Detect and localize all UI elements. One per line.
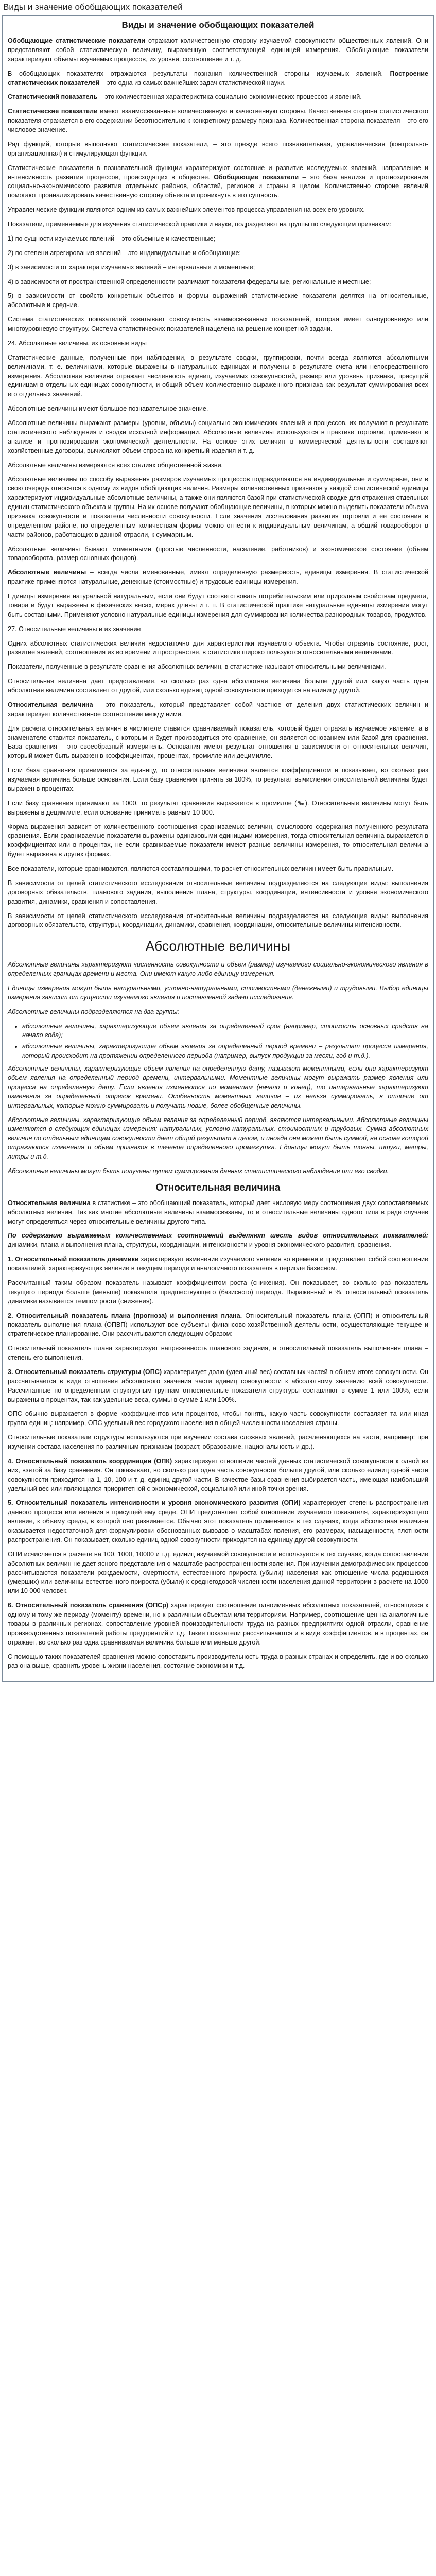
- paragraph: Абсолютные величины по способу выражения размеров изучаемых процессов подразделяются на индивидуальные и суммарные, они в свою очередь относятся к одному из видов обобщающих величин. Размеры количественных признаков у каждой статистической единицы характеризуют индивидуальные абсолютные величины, а также они являются базой при статистической сводке для отражения отдельных единиц статистического объекта и группы. На их основе получают обобщающие величины, в которых можно выделить показатели объема признака совокупности и показатели численности совокупности. Если значения исследования развития торговли и ее состояния в определенном районе, по определенным количествам формы можно отнести к индивидуальным величинам, а общий товарооборот в части районов, работающих в данной отрасли, к суммарным.: [8, 476, 428, 538]
- paragraph: Показатели, применяемые для изучения статистической практики и науки, подразделяют на группы по следующим признакам:: [8, 221, 392, 228]
- paragraph: Абсолютные величины подразделяются на два группы:: [8, 1008, 180, 1015]
- paragraph: Для расчета относительных величин в числителе ставится сравниваемый показатель, который будет отражать изучаемое явление, а в знаменателе ставится показатель, с которым и будет производиться это сравнение, он является основанием или базой для сравнения. База сравнения – это своеобразный измеритель. Основания имеют результат отношения в зависимости от относительных величин, который может быть выражен в коэффициентах, процентах, промилле или децимилле.: [8, 724, 428, 760]
- paragraph: Все показатели, которые сравниваются, являются составляющими, то расчет относительных величин имеет быть правильным.: [8, 865, 394, 872]
- article-frame: [2, 15, 434, 1682]
- paragraph: Одних абсолютных статистических величин недостаточно для характеристики изучаемого объекта. Чтобы отразить состояние, рост, развитие явлений, соотношения их во времени и пространстве, в статистике широко пользуются относительными величинами.: [8, 639, 428, 656]
- window-title: Виды и значение обобщающих показателей: [3, 2, 183, 12]
- paragraph: 6. Относительный показатель сравнения (ОПСр) характеризует соотношение одноименных абсолютных показателей, относящихся к одному и тому же периоду (моменту) времени, но к различным объектам или территориям. Например, соотношение цен на аналогичные товары в различных регионах, сопоставление уровней производительности труда на разных предприятиях одной отрасли, сравнение производственных показателей работы предприятий и т.д. Такие показатели рассчитываются и в виде коэффициентов, и в процентах, он отражает, во сколько раз одна сравниваемая величина больше или меньше другой.: [8, 1602, 429, 1646]
- paragraph: 4) в зависимости от пространственной определенности различают показатели федеральные, региональные и местные;: [8, 278, 371, 285]
- paragraph: Единицы измерения могут быть натуральными, условно-натуральными, стоимостными (денежными) и трудовыми. Выбор единицы измерения зависит от сущности изучаемого явления и поставленной задачи исследования.: [8, 985, 428, 1001]
- paragraph: ОПС обычно выражается в форме коэффициентов или процентов, чтобы понять, какую часть совокупности составляет та или иная группа единиц: например, ОПС удельный вес городского населения в общей численности населения страны.: [8, 1410, 428, 1427]
- paragraph: 3) в зависимости от характера изучаемых явлений – интервальные и моментные;: [8, 263, 255, 271]
- paragraph: Абсолютные величины характеризуют численность совокупности и объем (размер) изучаемого социально-экономического явления в определенных границах времени и места. Они имеют какую-либо единицу измерения.: [8, 961, 428, 978]
- section-title-absolute: Абсолютные величины: [145, 938, 291, 954]
- paragraph: В зависимости от целей статистического исследования относительные величины подразделяются на следующие виды: выполнения договорных обязательств, планового задания, выполнения плана, структуры, координации, интенсивности и уровня экономического развития, динамики, сравнения и сопоставления.: [8, 879, 428, 905]
- paragraph: Ряд функций, которые выполняют статистические показатели, – это прежде всего познавательная, управленческая (контрольно-организационная) и стимулирующая функции.: [8, 140, 428, 157]
- section-title-relative: Относительная величина: [155, 1182, 281, 1193]
- paragraph: Обобщающие статистические показатели отражают количественную сторону изучаемой совокупности общественных явлений. Они представляют собой статистическую величину, выраженную соответствующей единицей измерения. Обобщающие показатели характеризуют объемы изучаемых процессов, их уровни, соотношение и т. д.: [8, 37, 428, 63]
- list-item: • абсолютные величины, характеризующие объем явления за определенный срок (например, стоимость основных средств на начало года);: [22, 1022, 428, 1040]
- bullet-list: [8, 1022, 428, 1061]
- paragraph: 2. Относительный показатель плана (прогноза) и выполнения плана. Относительный показатель плана (ОПП) и относительный показатель выполнения плана (ОПВП) используют все субъекты финансово-хозяйственной деятельности, осуществляющие текущее и стратегическое планирование. Они рассчитываются следующим образом:: [8, 1312, 428, 1338]
- paragraph: Форма выражения зависит от количественного соотношения сравниваемых величин, смыслового содержания полученного результата сравнения. Если сравниваемые показатели выражены одинаковыми единицами измерения, тогда относительная величина выражается в коэффициентах или в процентах, не если сравниваемые показатели имеют разные величины измерения, то относительная величина будет выражена в других формах.: [8, 823, 428, 858]
- paragraph: 5. Относительный показатель интенсивности и уровня экономического развития (ОПИ) характеризует степень распространения данного процесса или явления в присущей ему среде. ОПИ представляет собой отношение изучаемого показателя, характеризующего явление, к объему среды, в которой оно развивается. Обычно этот показатель применяется в тех случаях, когда абсолютная величина оказывается недостаточной для формулировки обоснованных выводов о масштабах явления, его размерах, насыщенности, плотности распространения. Он показывает, сколько единиц одной совокупности приходится на единицу другой совокупности.: [8, 1499, 428, 1544]
- paragraph: Абсолютные величины – всегда числа именованные, имеют определенную размерность, единицы измерения. В статистической практике применяются натуральные, денежные (стоимостные) и трудовые единицы измерения.: [8, 569, 428, 586]
- page-heading: Виды и значение обобщающих показателей: [121, 20, 315, 30]
- paragraph: В зависимости от целей статистического исследования относительные величины подразделяются на следующие виды: выполнения договорных обязательств, структуры, координации, динамики, сравнения, координации, относительные величины интенсивности.: [8, 912, 428, 929]
- paragraph: 24. Абсолютные величины, их основные виды: [8, 339, 147, 347]
- paragraph: Статистический показатель – это количественная характеристика социально-экономических процессов и явлений.: [8, 93, 362, 101]
- paragraph: Если база сравнения принимается за единицу, то относительная величина является коэффициентом и показывает, во сколько раз изучаемая величина больше основания. Если базу сравнения принять за 100%, то результат вычисления относительной величины будет выражен в процентах.: [8, 767, 428, 792]
- paragraph: 3. Относительный показатель структуры (ОПС) характеризует долю (удельный вес) составных частей в общем итоге совокупности. Он рассчитывается в виде отношения абсолютного значения части единиц совокупности к абсолютному значению всей совокупности. Рассчитанные по определенным структурным группам относительные показатели структуры составляют в сумме 1 или 100%, если выражены в процентах, так как удельные веса, суммы в сумме 1 или 100%.: [8, 1368, 428, 1403]
- paragraph: В обобщающих показателях отражаются результаты познания количественной стороны изучаемых явлений. Построение статистических показателей – это одна из самых важнейших задач статистической науки.: [8, 70, 429, 87]
- paragraph: Относительная величина в статистике – это обобщающий показатель, который дает числовую меру соотношения двух сопоставляемых абсолютных величин. Так как многие абсолютные величины взаимосвязаны, то и относительные величины одного типа в ряде случаев могут определяться через относительные величины другого типа.: [8, 1199, 428, 1225]
- paragraph: Абсолютные величины, характеризующие объем явления за определенный период, являются интервальными. Абсолютные величины изменяются в следующих единицах измерения: натуральных, условно-натуральных, стоимостных и трудовых. Сумма абсолютных величин по отдельным единицам совокупности дает общий результат в целом, и иногда она может быть суммой, на основе которой отражаются изменения и объем признаков в течение определенного промежутка. Единицы могут быть тонны, штуки, метры, литры и т.д.: [8, 1116, 428, 1160]
- list-item: • абсолютные величины, характеризующие объем явления за определенный период времени – результат процесса измерения, который происходит на протяжении определенного периода (например, выпуск продукции за месяц, год и т.д.).: [22, 1042, 428, 1060]
- paragraph: По содержанию выражаемых количественных соотношений выделяют шесть видов относительных показателей: динамики, плана и выполнения плана, структуры, координации, интенсивности и уровня экономического развития, сравнения.: [8, 1232, 428, 1249]
- paragraph: Абсолютные величины, характеризующие объем явления на определенную дату, называют моментными, если они характеризуют объем явления на определенный период времени, интервальными. Моментные величины могут выражать размер явления или процесса на определенную дату. Если явления изменяются по моментам (начало и конец), то интервальные характеризуют изменения за определенный отрезок времени. Особенность моментных величин – их нельзя суммировать, в отличие от интервальных, которые можно суммировать и получать новые, более обобщенные величины.: [8, 1065, 428, 1109]
- paragraph: 2) по степени агрегирования явлений – это индивидуальные и обобщающие;: [8, 249, 241, 257]
- paragraph: Рассчитанный таким образом показатель называют коэффициентом роста (снижения). Он показывает, во сколько раз показатель текущего периода больше (меньше) показателя предшествующего (базисного) периода. Выраженный в %, относительный показатель динамики называется темпом роста (снижения).: [8, 1279, 428, 1305]
- paragraph: Относительный показатель плана характеризует напряженность планового задания, а относительный показатель выполнения плана – степень его выполнения.: [8, 1345, 428, 1361]
- paragraph: Абсолютные величины выражают размеры (уровни, объемы) социально-экономических явлений и процессов, их получают в результате статистического наблюдения и сводки исходной информации. Абсолютные величины используются в практике торговли, применяют в анализе и прогнозировании экономической деятельности. На основе этих величин в коммерческой деятельности составляют хозяйственные договоры, вычисляют объем спроса на конкретный изделия и т. д.: [8, 419, 428, 454]
- paragraph: Показатели, полученные в результате сравнения абсолютных величин, в статистике называют относительными величинами.: [8, 663, 386, 671]
- paragraph: Единицы измерения натуральной натуральным, если они будут соответствовать потребительским или природным свойствам предмета, товара и будут выражены в физических весах, мерах длины и т. п. В статистической практике натуральные единицы измерения могут быть составными. Применяют условно натуральные единицы измерения для суммирования количества разнородных товаров, продуктов.: [8, 592, 428, 618]
- paragraph: Статистические данные, полученные при наблюдении, в результате сводки, группировки, почти всегда являются абсолютными величинами, т. е. величинами, которые выражены в натуральных единицах и получены в результате счета или непосредственного измерения. Абсолютная величина отражает численность единиц, изучаемых совокупностей, размер или уровень признака, присущий единицам в отдельных единицах совокупности, и общий объем количественно выраженного признака как результат суммирования всех его отдельных значений.: [8, 353, 428, 398]
- paragraph: 1. Относительный показатель динамики характеризует изменение изучаемого явления во времени и представляет собой соотношение показателей, характеризующих явление в текущем периоде и аналогичного показателя в периоде базисном.: [8, 1256, 428, 1272]
- paragraph: Относительная величина дает представление, во сколько раз одна абсолютная величина больше другой или какую часть одна абсолютная величина составляет от другой, или сколько единиц одной совокупности приходится на единицу другой.: [8, 677, 428, 694]
- paragraph: Если базу сравнения принимают за 1000, то результат сравнения выражается в промилле (‰). Относительные величины могут быть выражены в децимилле, если основание принимать равным 10 000.: [8, 799, 428, 816]
- paragraph: Абсолютные величины бывают моментными (простые численности, население, работников) и экономическое состояние (объем товарооборота, размер основных фондов).: [8, 545, 428, 562]
- paragraph: С помощью таких показателей сравнения можно сопоставить производительность труда в разных странах и определить, где и во сколько раз она выше, сравнить уровень жизни населения, состояние экономики и т.д.: [8, 1653, 428, 1670]
- paragraph: Управленческие функции являются одним из самых важнейших элементов процесса управления на всех его уровнях.: [8, 206, 365, 214]
- paragraph: Статистические показатели в познавательной функции характеризуют состояние и развитие исследуемых явлений, направление и интенсивность развития процессов, происходящих в обществе. Обобщающие показатели – это база анализа и прогнозирования социально-экономического развития отдельных районов, областей, регионов и страны в целом. Количественно стороне явлений помогают проанализировать качественную сторону объекта и проникнуть в его сущность.: [8, 164, 429, 199]
- paragraph: 5) в зависимости от свойств конкретных объектов и формы выражений статистические показатели делятся на относительные, абсолютные и средние.: [8, 292, 428, 309]
- paragraph: Абсолютные величины могут быть получены путем суммирования данных статистического наблюдения или его сводки.: [8, 1167, 389, 1175]
- paragraph: Относительная величина – это показатель, который представляет собой частное от деления двух статистических величин и характеризует количественное соотношение между ними.: [8, 701, 428, 718]
- paragraph: 27. Относительные величины и их значение: [8, 625, 141, 633]
- paragraph: 1) по сущности изучаемых явлений – это объемные и качественные;: [8, 234, 215, 242]
- paragraph: Абсолютные величины имеют большое познавательное значение.: [8, 405, 208, 413]
- paragraph: 4. Относительный показатель координации (ОПК) характеризует отношение частей данных статистической совокупности к одной из них, взятой за базу сравнения. Он показывает, во сколько раз одна часть совокупности больше другой, или сколько единиц одной части совокупности приходится на 1, 10, 100 и т. д. единиц другой части. В качестве базы сравнения выбирается часть, имеющая наибольший удельный вес или являющаяся приоритетной с экономической, социальной или иной точки зрения.: [8, 1457, 428, 1493]
- paragraph: Система статистических показателей охватывает совокупность взаимосвязанных показателей, которая имеет одноуровневую или многоуровневую структуру. Система статистических показателей нацелена на решение конкретной задачи.: [8, 316, 428, 332]
- paragraph: Статистические показатели имеют взаимосвязанные количественную и качественную стороны. Качественная сторона статистического показателя отражается в его содержании безотносительно к конкретному размеру признака. Количественная сторона показателя – это его числовое значение.: [8, 108, 428, 133]
- paragraph: Абсолютные величины измеряются всех стадиях общественной жизни.: [8, 461, 223, 469]
- paragraph: Относительные показатели структуры используются при изучении состава сложных явлений, расчленяющихся на части, например: при изучении состава населения по различным признакам (возраст, образование, национальность и др.).: [8, 1434, 428, 1450]
- paragraph: ОПИ исчисляется в расчете на 100, 1000, 10000 и т.д. единиц изучаемой совокупности и используется в тех случаях, когда сопоставление абсолютных величин не дает ясного представления о масштабе распространенности явления. При изучении демографических процессов рассчитываются показатели рождаемости, смертности, естественного прироста (убыли) населения как отношение числа родившихся (умерших) или величины естественного прироста (убыли) к среднегодовой численности населения данной территории в расчете на 1000 или 10 000 человек.: [8, 1550, 428, 1595]
